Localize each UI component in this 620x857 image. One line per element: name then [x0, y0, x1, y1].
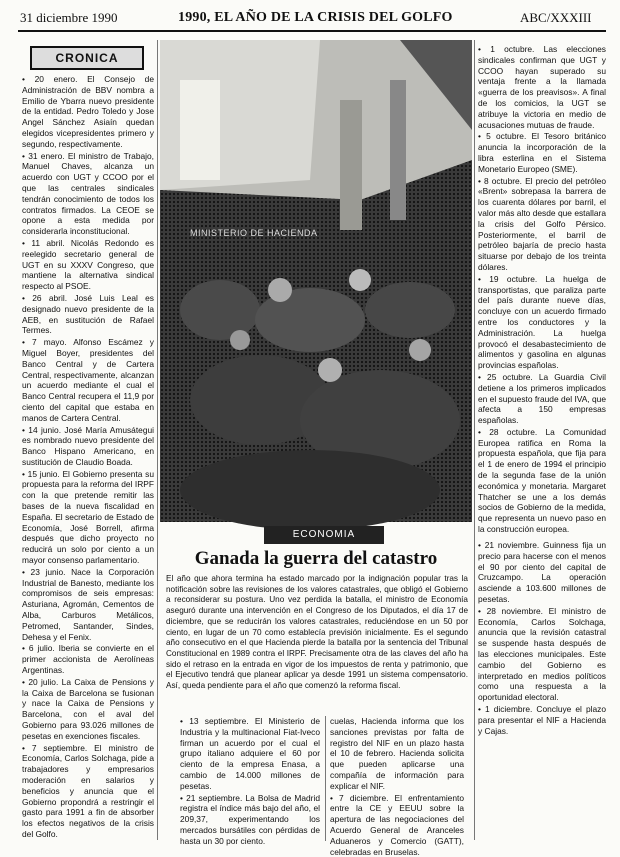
news-item: • 15 junio. El Gobierno presenta su propuesta para la reforma del IRPF con la que pretende remitir las bases de la nueva fiscalidad en España. El secretario de Estado de Economía, José Borrell, afirma después que dicho proyecto no reducirá un solo por ciento a un mayor consenso parlamentario. [22, 468, 154, 566]
news-item: • 21 noviembre. Guinness fija un precio para hacerse con el menos el 90 por ciento del capital de Cruzcampo. La operación asciende a 103.600 millones de pesetas. [478, 540, 606, 604]
header-rule [18, 30, 606, 32]
news-item: • 13 septiembre. El Ministerio de Industria y la multinacional Fiat-Iveco firman un acuerdo por el cual el grupo italiano adquiere el 60 por ciento de la empresa Enasa, a cambio de 14.000 millones de pesetas. [180, 716, 320, 791]
page-header [0, 0, 620, 34]
cronica-label: CRONICA [30, 46, 144, 70]
news-item: • 11 abril. Nicolás Redondo es reelegido secretario general de UGT en su XXXV Congreso, que mantiene la alternativa sindical respecto al PSOE. [22, 237, 154, 292]
news-item: • 7 mayo. Alfonso Escámez y Miguel Boyer, presidentes del Banco Central y de Cartera Central, respectivamente, alcanzan un acuerdo mediante el cual el Banco Central recupera el 11,9 por ciento del capital que estaba en manos de Cartera Central. [22, 337, 154, 423]
bottom-column-2 [330, 716, 464, 857]
news-item: • 20 enero. El Consejo de Administración de BBV nombra a Emilio de Ybarra nuevo presidente de la entidad. Pedro Toledo y Jose Angel Sánchez Asiaín quedan elegidos vicepresidentes primero y segundo, respectivamente. [22, 74, 154, 149]
header-date: 31 diciembre 1990 [20, 10, 118, 25]
column-divider [157, 40, 158, 840]
news-item: • 20 julio. La Caixa de Pensions y la Caixa de Barcelona se fusionan y nace la Caixa de Pensions y Barcelona, con el aval del Gobierno para 93.026 millones de pesetas en exenciones fiscales. [22, 676, 154, 741]
news-photo [160, 40, 472, 522]
right-column [478, 44, 606, 556]
news-item: • 14 junio. José María Amusátegui es nombrado nuevo presidente del Banco Hispano Americano, en sustitución de Claudio Boada. [22, 424, 154, 467]
economia-tag: ECONOMIA [264, 526, 384, 544]
news-item: • 28 noviembre. El ministro de Economía, Carlos Solchaga, anuncia que la revisión catastral se suspende hasta después de las elecciones municipales. Este cambio del Gobierno es interpretado en medios políticos como una respuesta a la oportunidad electoral. [478, 605, 606, 703]
news-item: • 7 diciembre. El enfrentamiento entre la CE y EEUU sobre la apertura de las negociaciones del Acuerdo General de Aranceles Aduaneros y Comercio (GATT), celebradas en Bruselas. [330, 792, 464, 857]
column-divider [474, 40, 475, 840]
news-item: • 8 octubre. El precio del petróleo «Brent» sobrepasa la barrera de los cuarenta dólares por barril, el valor más alto desde que estallara la crisis del Golfo Pérsico. Posteriormente, el barril de petróleo bajaría de precio hasta situarse por debajo de los treinta dólares. [478, 175, 606, 272]
news-item: • 5 octubre. El Tesoro británico anuncia la incorporación de la libra esterlina en el Sistema Monetario Europeo (SME). [478, 131, 606, 174]
news-item: • 25 octubre. La Guardia Civil detiene a los primeros implicados en el supuesto fraude del IVA, que afecta a 150 empresas españolas. [478, 371, 606, 426]
right-column-lower [478, 540, 606, 736]
column-divider [325, 716, 326, 841]
news-item: • 28 octubre. La Comunidad Europea ratifica en Roma la propuesta española, que fija para el 1 de enero de 1994 el principio de la segunda fase de la unión económica y monetaria. Margaret Thatcher se une a los demás socios de Gobierno de la medida, que representa un nuevo paso en la construcción europea. [478, 426, 606, 535]
crowd-photo-illustration [160, 40, 472, 522]
economia-body: El año que ahora termina ha estado marcado por la indignación popular tras la notificación sobre las revisiones de los valores catastrales, que obligó el Gobierno a reconsiderar su postura. Uno vez perdida la batalla, el ministro de Economía aseguró durante una intervención en el Congreso de los Diputados, el día 17 de diciembre, que se reducirán los valores catastrales, reduciéndose en un 50 por ciento, en lugar de un 70 como establecía previsión inicialmente. Es el segundo año consecutivo en el que Hacienda pierde la batalla por la sentencia del Tribunal Constitucional en 1989 contra el IRPF. Precisamente otra de las claves del año ha sido el retraso en la entrada en vigor de los impuestos de renta y patrimonio, que el Ejecutivo tendrá que planear aplicar ya desde 1991 un sistema compensatorio. Así, queda pendiente para el año que comenzó la reforma fiscal. [166, 574, 468, 691]
news-item: • 26 abril. José Luis Leal es designado nuevo presidente de la AEB, en sustitución de Rafael Termes. [22, 292, 154, 336]
news-item: • 21 septiembre. La Bolsa de Madrid registra el índice más bajo del año, el 209,37, experimentando los mercados bursátiles con pérdidas de hasta un 30 por ciento. [180, 792, 320, 846]
news-item: • 7 septiembre. El ministro de Economía, Carlos Solchaga, pide a trabajadores y empresarios moderación en salarios y beneficios y anuncia que el Gobierno propondrá a restringir el gasto para 1991 a fin de absorber los efectos negativos de la crisis del Golfo. [22, 742, 154, 839]
news-item: • 19 octubre. La huelga de transportistas, que paraliza parte del país durante nueve días, concluye con un acuerdo firmado entre los conductores y la Administración. La huelga provocó el desabastecimiento de alimentos y gasolina en algunas provincias españolas. [478, 273, 606, 371]
header-title: 1990, EL AÑO DE LA CRISIS DEL GOLFO [178, 10, 453, 25]
news-item: • 1 diciembre. Concluye el plazo para presentar el NIF a Hacienda y Cajas. [478, 703, 606, 736]
news-item: • 31 enero. El ministro de Trabajo, Manuel Chaves, alcanza un acuerdo con UGT y CCOO por el que las centrales sindicales tendrán conocimiento de todos los contratos firmados. La CEOE se opone a esta medida por considerarla inconstitucional. [22, 150, 154, 237]
hacienda-sign: MINISTERIO DE HACIENDA [190, 228, 318, 238]
news-item: • 6 julio. Iberia se convierte en el primer accionista de Aerolíneas Argentinas. [22, 643, 154, 676]
header-page: ABC/XXXIII [520, 10, 592, 25]
news-item: • 1 octubre. Las elecciones sindicales confirman que UGT y CCOO hayan superado su ventaja frente a la llamada «guerra de los preavisos». A final de los comicios, la UGT se atribuye la victoria en medio de acusaciones mutuas de fraude. [478, 44, 606, 130]
economia-headline: Ganada la guerra del catastro [194, 548, 438, 569]
news-item: cuelas, Hacienda informa que los sanciones previstas por falta de registro del NIF en un plazo hasta el 10 de febrero. Hacienda solicita que pueden aplicarse una compañía de información para explicar el NIF. [330, 716, 464, 791]
bottom-column-1 [180, 716, 320, 846]
news-item: • 23 junio. Nace la Corporación Industrial de Banesto, mediante los compromisos de seis empresas: Asturiana, Agromán, Cementos de Alba, Carburos Metálicos, Petromed, Santander, Sindes, Dehesa y el Fenix. [22, 566, 154, 642]
left-column [22, 74, 154, 839]
